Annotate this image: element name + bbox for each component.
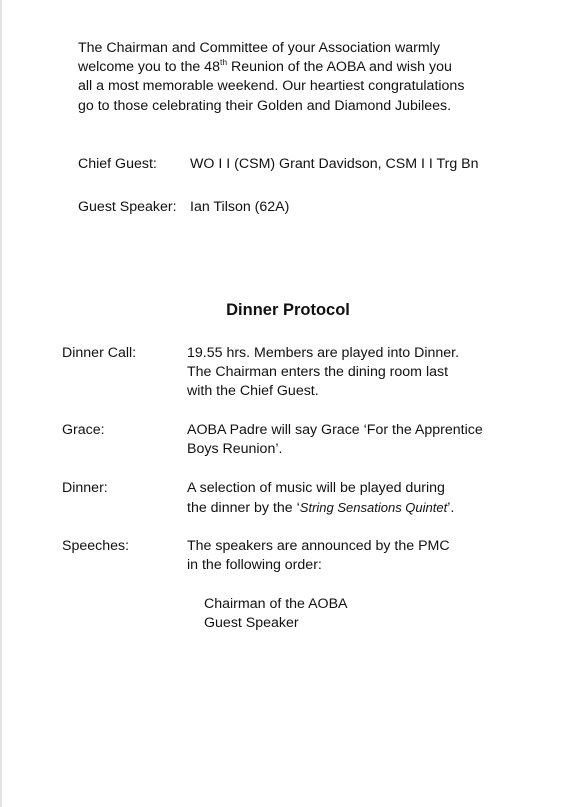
dinner-call-line-1: 19.55 hrs. Members are played into Dinner. bbox=[187, 345, 460, 361]
guest-speaker-label: Guest Speaker: bbox=[78, 199, 177, 215]
chief-guest-value: WO I I (CSM) Grant Davidson, CSM I I Trg Bn bbox=[190, 156, 479, 172]
grace-text bbox=[187, 421, 547, 459]
welcome-paragraph bbox=[78, 39, 538, 116]
chief-guest-row bbox=[78, 155, 479, 174]
speeches-label: Speeches: bbox=[62, 538, 130, 554]
speaker-order-list bbox=[204, 595, 348, 633]
dinner-protocol-title: Dinner Protocol bbox=[226, 301, 350, 319]
dinner-line-2 bbox=[187, 498, 547, 518]
guest-speaker-row bbox=[78, 198, 290, 217]
speeches-text bbox=[187, 537, 547, 575]
welcome-line-4: go to those celebrating their Golden and Diamond Jubilees. bbox=[78, 97, 452, 114]
welcome-line-1: The Chairman and Committee of your Association warmly bbox=[78, 40, 440, 56]
quintet-name: String Sensations Quintet bbox=[299, 500, 448, 516]
welcome-line-3: all a most memorable weekend. Our heartiest congratulations bbox=[78, 78, 465, 95]
grace-label: Grace: bbox=[62, 422, 105, 438]
dinner-line-2-start: the dinner by the ‘ bbox=[187, 500, 300, 517]
dinner-text bbox=[187, 479, 547, 518]
chief-guest-label: Chief Guest: bbox=[78, 156, 157, 172]
welcome-line-2-start: welcome you to the 48 bbox=[78, 59, 220, 76]
ordinal-suffix: th bbox=[219, 57, 228, 68]
grace-line-1: AOBA Padre will say Grace ‘For the Apprentice bbox=[187, 422, 483, 438]
dinner-line-2-end: ’. bbox=[447, 500, 455, 517]
speeches-line-2: in the following order: bbox=[187, 557, 322, 574]
dinner-call-label: Dinner Call: bbox=[62, 345, 137, 361]
dinner-call-line-2: The Chairman enters the dining room last bbox=[187, 364, 449, 381]
dinner-line-1: A selection of music will be played during bbox=[187, 480, 445, 496]
speeches-line-1: The speakers are announced by the PMC bbox=[187, 538, 450, 554]
guest-speaker-value: Ian Tilson (62A) bbox=[190, 199, 290, 215]
welcome-line-2 bbox=[78, 58, 538, 77]
dinner-label: Dinner: bbox=[62, 480, 108, 496]
page-edge-shadow bbox=[0, 0, 2, 807]
dinner-call-line-3: with the Chief Guest. bbox=[187, 383, 319, 400]
speaker-order-item: Guest Speaker bbox=[204, 615, 299, 632]
grace-line-2: Boys Reunion’. bbox=[187, 441, 283, 458]
welcome-line-2-end: Reunion of the AOBA and wish you bbox=[227, 59, 452, 76]
speaker-order-item: Chairman of the AOBA bbox=[204, 596, 348, 612]
dinner-call-text bbox=[187, 344, 547, 402]
dinner-protocol-heading bbox=[0, 301, 576, 320]
